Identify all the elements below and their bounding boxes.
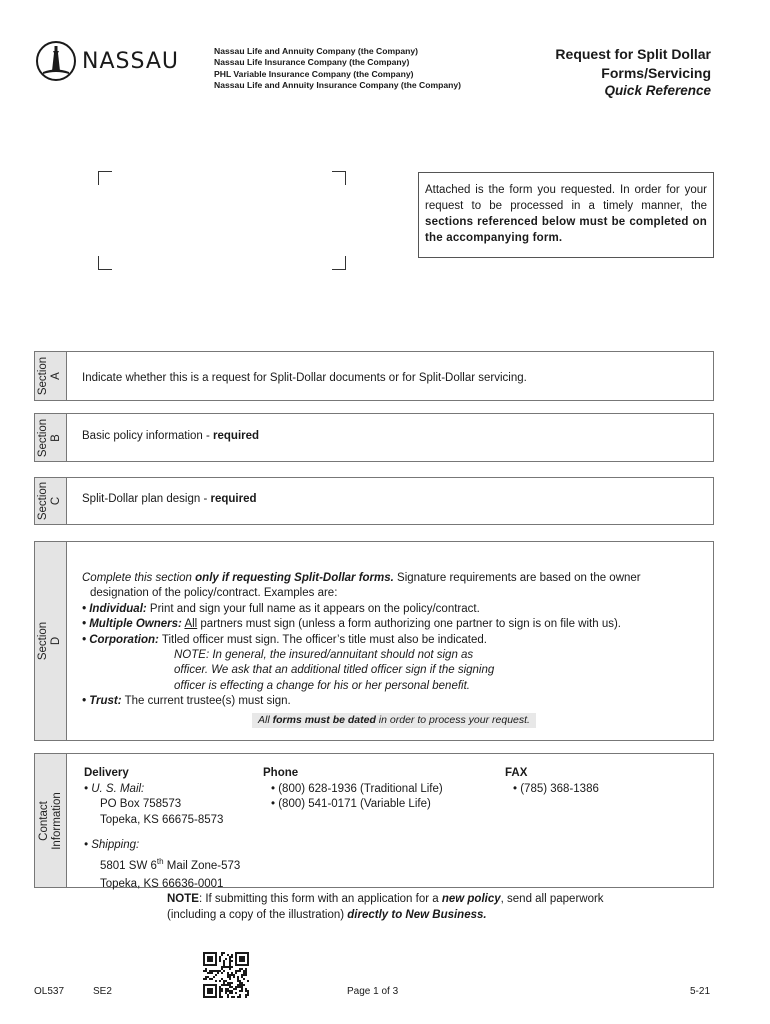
logo-wordmark: NASSAU bbox=[82, 48, 179, 74]
address-corner-bottom-right bbox=[332, 256, 346, 270]
footer-page-number: Page 1 of 3 bbox=[347, 986, 399, 997]
contact-tab-line-1: Contact bbox=[37, 800, 50, 841]
section-c bbox=[34, 477, 714, 525]
title-subtitle: Quick Reference bbox=[604, 83, 711, 98]
address-corner-top-left bbox=[98, 171, 112, 185]
signer-individual bbox=[82, 602, 706, 617]
address-corner-top-right bbox=[332, 171, 346, 185]
owners-all: All bbox=[184, 618, 198, 631]
note-text-2: , send all paperwork (including a copy of the illustration) bbox=[167, 893, 604, 921]
ship-line-sup: th bbox=[156, 856, 164, 866]
section-tab-word: Section bbox=[37, 621, 50, 661]
dated-bold: forms must be dated bbox=[272, 713, 376, 726]
corp-note-line: NOTE: In general, the insured/annuitant should not sign as bbox=[174, 649, 474, 662]
company-list bbox=[214, 46, 461, 92]
corp-label: • Corporation: bbox=[82, 633, 159, 646]
section-b-required: required bbox=[213, 430, 260, 442]
section-tab bbox=[35, 542, 67, 740]
mail-address-line: PO Box 758573 bbox=[100, 798, 182, 811]
owners-label: • Multiple Owners: bbox=[82, 618, 182, 631]
note-new-policy: new policy bbox=[441, 893, 501, 905]
section-tab-word: Section bbox=[37, 418, 50, 457]
lighthouse-icon bbox=[34, 39, 78, 83]
phone-column bbox=[263, 766, 443, 813]
new-policy-note bbox=[167, 892, 607, 923]
section-tab bbox=[35, 478, 67, 524]
document-title bbox=[555, 45, 711, 101]
address-corner-bottom-left bbox=[98, 256, 112, 270]
individual-text: Print and sign your full name as it appears on the policy/contract. bbox=[146, 602, 480, 615]
section-a bbox=[34, 351, 714, 401]
phone-number: • (800) 541-0171 (Variable Life) bbox=[271, 798, 431, 811]
note-label: NOTE bbox=[167, 893, 199, 905]
delivery-column bbox=[84, 766, 240, 893]
note-new-business: directly to New Business. bbox=[347, 908, 487, 921]
section-tab-letter: C bbox=[50, 496, 63, 506]
shipping-label: • Shipping: bbox=[84, 839, 140, 852]
section-tab bbox=[35, 352, 67, 400]
delivery-heading: Delivery bbox=[84, 767, 129, 779]
contact-tab-line-2: Information bbox=[50, 791, 63, 850]
fax-number: • (785) 368-1386 bbox=[513, 782, 599, 795]
company-name: Nassau Life and Annuity Company (the Company) bbox=[214, 46, 419, 56]
section-d-intro-line2: designation of the policy/contract. Examples are: bbox=[90, 587, 338, 600]
fax-heading: FAX bbox=[505, 767, 528, 779]
signer-multiple-owners bbox=[82, 617, 706, 632]
fax-column bbox=[505, 766, 599, 797]
section-a-text: Indicate whether this is a request for Split-Dollar documents or for Split-Dollar servicing. bbox=[82, 372, 527, 384]
section-d bbox=[34, 541, 714, 741]
owners-text: partners must sign (unless a form authorizing one partner to sign is on file with us). bbox=[197, 618, 622, 631]
signer-corporation bbox=[82, 633, 706, 648]
title-line-2: Forms/Servicing bbox=[601, 64, 711, 81]
section-c-required: required bbox=[210, 493, 257, 505]
phone-number: • (800) 628-1936 (Traditional Life) bbox=[271, 782, 443, 795]
company-name: Nassau Life and Annuity Insurance Company (the Company) bbox=[214, 80, 462, 91]
qr-code-icon bbox=[203, 952, 249, 998]
ship-line-post: Mail Zone-573 bbox=[163, 859, 241, 872]
intro-italic: Complete this section bbox=[82, 572, 196, 584]
section-tab-word: Section bbox=[37, 356, 50, 396]
company-name: PHL Variable Insurance Company (the Company) bbox=[214, 68, 414, 79]
title-line-1: Request for Split Dollar bbox=[555, 46, 711, 62]
dated-post: in order to process your request. bbox=[375, 713, 530, 726]
shipping-address-line bbox=[84, 854, 240, 874]
corp-text: Titled officer must sign. The officer’s title must also be indicated. bbox=[158, 633, 487, 646]
section-tab-letter: B bbox=[50, 433, 63, 442]
section-b-content bbox=[82, 430, 259, 442]
ship-line-pre: 5801 SW 6 bbox=[100, 859, 157, 872]
attached-bold-text: sections referenced below must be completed on the accompanying form. bbox=[425, 216, 707, 244]
footer-revision-date: 5-21 bbox=[690, 986, 711, 997]
attached-text: Attached is the form you requested. In order for your request to be processed in a timely manner, the bbox=[425, 184, 707, 212]
section-d-content bbox=[82, 571, 706, 728]
mail-label: • U. S. Mail: bbox=[84, 782, 145, 795]
section-tab-letter: A bbox=[50, 372, 63, 380]
phone-heading: Phone bbox=[263, 767, 299, 779]
trust-text: The current trustee(s) must sign. bbox=[121, 695, 291, 708]
section-d-intro bbox=[82, 571, 706, 586]
corp-note-line: officer. We ask that an additional titled officer sign if the signing bbox=[174, 664, 495, 677]
nassau-logo bbox=[34, 38, 179, 84]
individual-label: • Individual: bbox=[82, 602, 147, 615]
section-tab bbox=[35, 414, 67, 461]
section-b-text: Basic policy information - bbox=[82, 430, 214, 442]
section-tab-word: Section bbox=[37, 481, 50, 521]
shipping-address-line: Topeka, KS 66636-0001 bbox=[100, 878, 224, 891]
section-b bbox=[34, 413, 714, 462]
footer-form-number: OL537 bbox=[34, 986, 65, 997]
dated-banner bbox=[252, 713, 536, 728]
section-tab bbox=[35, 754, 67, 887]
dated-pre: All bbox=[258, 713, 273, 726]
attached-notice-box bbox=[418, 172, 714, 258]
section-contact-information bbox=[34, 753, 714, 891]
section-tab-letter: D bbox=[50, 636, 63, 646]
intro-bold-italic: only if requesting Split-Dollar forms. bbox=[195, 572, 394, 584]
signer-trust bbox=[82, 694, 706, 709]
intro-rest: Signature requirements are based on the owner bbox=[393, 572, 641, 584]
trust-label: • Trust: bbox=[82, 695, 122, 708]
mail-address-line: Topeka, KS 66675-8573 bbox=[100, 813, 224, 826]
corp-note-line: officer is effecting a change for his or her personal benefit. bbox=[174, 679, 470, 692]
footer-edition: SE2 bbox=[93, 986, 112, 997]
note-text: : If submitting this form with an application for a bbox=[198, 893, 442, 905]
company-name: Nassau Life Insurance Company (the Company) bbox=[214, 57, 410, 68]
section-c-content bbox=[82, 493, 257, 505]
section-c-text: Split-Dollar plan design - bbox=[82, 493, 211, 505]
